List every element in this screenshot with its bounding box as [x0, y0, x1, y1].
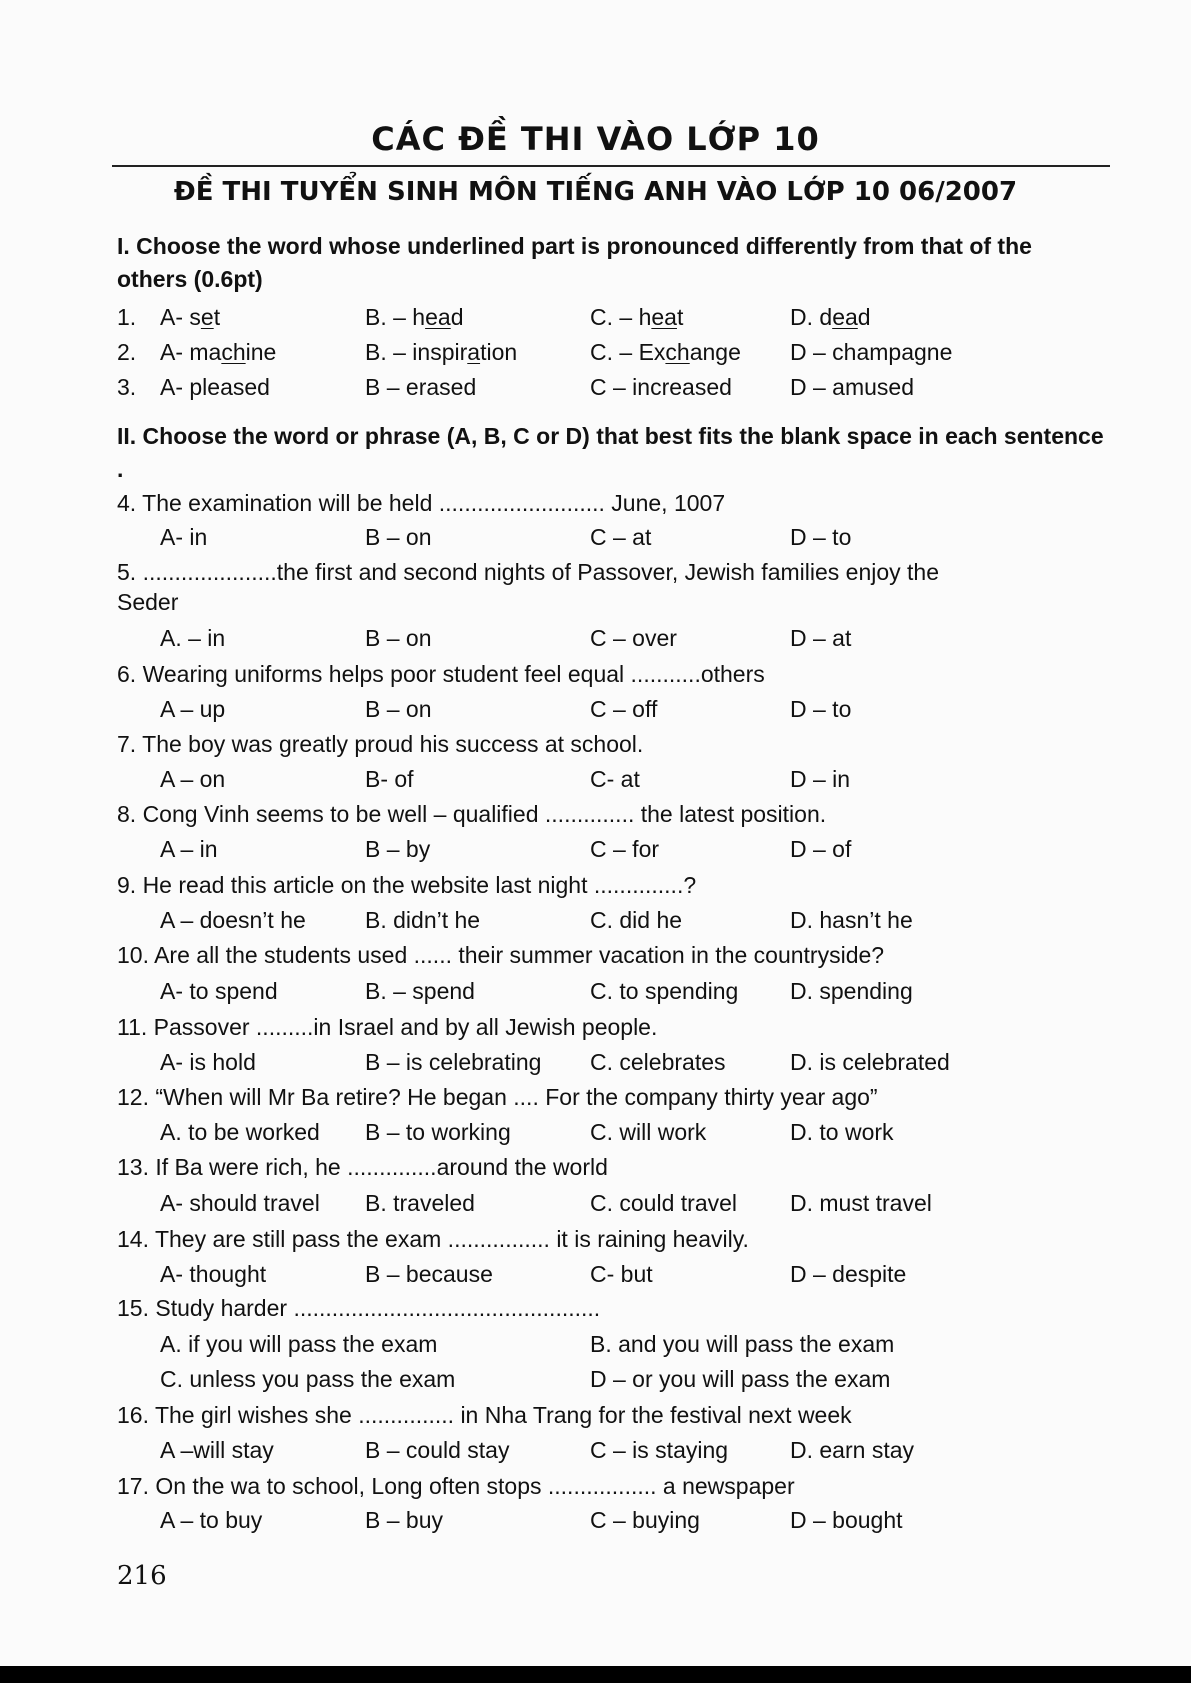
option-c: C – for: [590, 836, 660, 862]
option-c: C. – heat: [590, 304, 684, 330]
question-15-text: 15. Study harder ................................................: [117, 1295, 601, 1321]
question-4-options: [117, 522, 1117, 552]
option-b: B – on: [365, 625, 432, 651]
question-14-options: [117, 1259, 1117, 1289]
option-c: C – at: [590, 524, 652, 550]
option-c: C – is staying: [590, 1437, 729, 1463]
question-2: [117, 337, 1117, 367]
option-a: A –will stay: [160, 1437, 274, 1463]
question-6-options: [117, 694, 1117, 724]
page-title: CÁC ĐỀ THI VÀO LỚP 10: [371, 120, 820, 158]
question-9-options: [117, 905, 1117, 935]
question-8-text: 8. Cong Vinh seems to be well – qualified .............. the latest position.: [117, 801, 827, 827]
option-d: D – to: [790, 524, 852, 550]
question-15-options-row2: [117, 1364, 1117, 1394]
option-b: B. didn’t he: [365, 907, 481, 933]
question-3: [117, 372, 1117, 402]
option-d: D – or you will pass the exam: [590, 1366, 891, 1392]
question-16-text: 16. The girl wishes she ............... in Nha Trang for the festival next week: [117, 1402, 852, 1428]
option-a: A- machine: [160, 339, 277, 365]
option-c: C. – Exchange: [590, 339, 741, 365]
option-d: D – to: [790, 696, 852, 722]
question-13-text: 13. If Ba were rich, he ..............around the world: [117, 1154, 608, 1180]
option-b: B. – spend: [365, 978, 475, 1004]
scan-edge: [0, 1666, 1191, 1683]
option-c: C. to spending: [590, 978, 739, 1004]
option-d: D. to work: [790, 1119, 894, 1145]
option-d: D. hasn’t he: [790, 907, 913, 933]
question-12-text: 12. “When will Mr Ba retire? He began .... For the company thirty year ago”: [117, 1084, 878, 1110]
option-a: A – in: [160, 836, 218, 862]
option-a: A- should travel: [160, 1190, 320, 1216]
question-16-options: [117, 1435, 1117, 1465]
option-c: C- at: [590, 766, 640, 792]
question-15-options-row1: [117, 1329, 1117, 1359]
option-d: D – champagne: [790, 339, 953, 365]
option-a: A – on: [160, 766, 226, 792]
option-c: C – buying: [590, 1507, 700, 1533]
option-d: D – bought: [790, 1507, 903, 1533]
option-d: D – in: [790, 766, 851, 792]
option-d: D – despite: [790, 1261, 907, 1287]
option-a: A- thought: [160, 1261, 267, 1287]
option-c: C. unless you pass the exam: [160, 1366, 456, 1392]
option-d: D. must travel: [790, 1190, 932, 1216]
option-d: D. earn stay: [790, 1437, 914, 1463]
option-d: D – at: [790, 625, 852, 651]
option-b: B. traveled: [365, 1190, 475, 1216]
question-number: 2.: [117, 339, 137, 365]
option-a: A- is hold: [160, 1049, 256, 1075]
question-7-text: 7. The boy was greatly proud his success at school.: [117, 731, 644, 757]
page-number: 216: [117, 1561, 167, 1591]
option-b: B. – head: [365, 304, 464, 330]
option-b: B – to working: [365, 1119, 511, 1145]
option-d: D – of: [790, 836, 852, 862]
option-d: D. is celebrated: [790, 1049, 950, 1075]
option-b: B – is celebrating: [365, 1049, 542, 1075]
question-17-text: 17. On the wa to school, Long often stops ................. a newspaper: [117, 1473, 795, 1499]
option-b: B. and you will pass the exam: [590, 1331, 895, 1357]
question-number: 3.: [117, 374, 137, 400]
question-13-options: [117, 1188, 1117, 1218]
question-12-options: [117, 1117, 1117, 1147]
option-a: A – up: [160, 696, 226, 722]
question-8-options: [117, 834, 1117, 864]
question-10-text: 10. Are all the students used ...... their summer vacation in the countryside?: [117, 942, 885, 968]
option-a: A- set: [160, 304, 221, 330]
option-c: C. celebrates: [590, 1049, 726, 1075]
question-5-text: 5. .....................the first and second nights of Passover, Jewish families enjoy the: [117, 559, 940, 585]
option-d: D. spending: [790, 978, 913, 1004]
question-7-options: [117, 764, 1117, 794]
option-a: A- to spend: [160, 978, 278, 1004]
option-b: B. – inspiration: [365, 339, 518, 365]
option-c: C – increased: [590, 374, 732, 400]
question-5-text-cont: Seder: [117, 589, 179, 615]
question-14-text: 14. They are still pass the exam ................ it is raining heavily.: [117, 1226, 749, 1252]
option-b: B- of: [365, 766, 414, 792]
option-c: C- but: [590, 1261, 653, 1287]
option-a: A. if you will pass the exam: [160, 1331, 438, 1357]
option-a: A – doesn’t he: [160, 907, 306, 933]
option-a: A – to buy: [160, 1507, 263, 1533]
section-1-heading: I. Choose the word whose underlined part is pronounced differently from that of the others (0.6pt): [117, 233, 1032, 292]
option-b: B – because: [365, 1261, 493, 1287]
question-17-options: [117, 1505, 1117, 1535]
question-9-text: 9. He read this article on the website last night ..............?: [117, 872, 697, 898]
question-4-text: 4. The examination will be held .......................... June, 1007: [117, 490, 726, 516]
option-c: C. will work: [590, 1119, 707, 1145]
title-divider: [112, 165, 1110, 167]
option-b: B – on: [365, 524, 432, 550]
option-b: B – on: [365, 696, 432, 722]
question-11-text: 11. Passover .........in Israel and by all Jewish people.: [117, 1014, 658, 1040]
question-11-options: [117, 1047, 1117, 1077]
option-b: B – could stay: [365, 1437, 510, 1463]
question-10-options: [117, 976, 1117, 1006]
option-d: D – amused: [790, 374, 915, 400]
option-b: B – erased: [365, 374, 477, 400]
section-2-heading: II. Choose the word or phrase (A, B, C or D) that best fits the blank space in each sentence .: [117, 423, 1104, 482]
exam-subtitle: ĐỀ THI TUYỂN SINH MÔN TIẾNG ANH VÀO LỚP 10 06/2007: [173, 177, 1018, 207]
option-c: C – off: [590, 696, 658, 722]
question-number: 1.: [117, 304, 137, 330]
option-a: A. – in: [160, 625, 226, 651]
option-c: C – over: [590, 625, 677, 651]
question-6-text: 6. Wearing uniforms helps poor student feel equal ...........others: [117, 661, 765, 687]
option-c: C. could travel: [590, 1190, 738, 1216]
option-b: B – by: [365, 836, 431, 862]
option-b: B – buy: [365, 1507, 443, 1533]
option-c: C. did he: [590, 907, 683, 933]
question-5-options: [117, 623, 1117, 653]
option-a: A- in: [160, 524, 208, 550]
question-1: [117, 302, 1117, 332]
option-d: D. dead: [790, 304, 871, 330]
option-a: A- pleased: [160, 374, 270, 400]
option-a: A. to be worked: [160, 1119, 320, 1145]
